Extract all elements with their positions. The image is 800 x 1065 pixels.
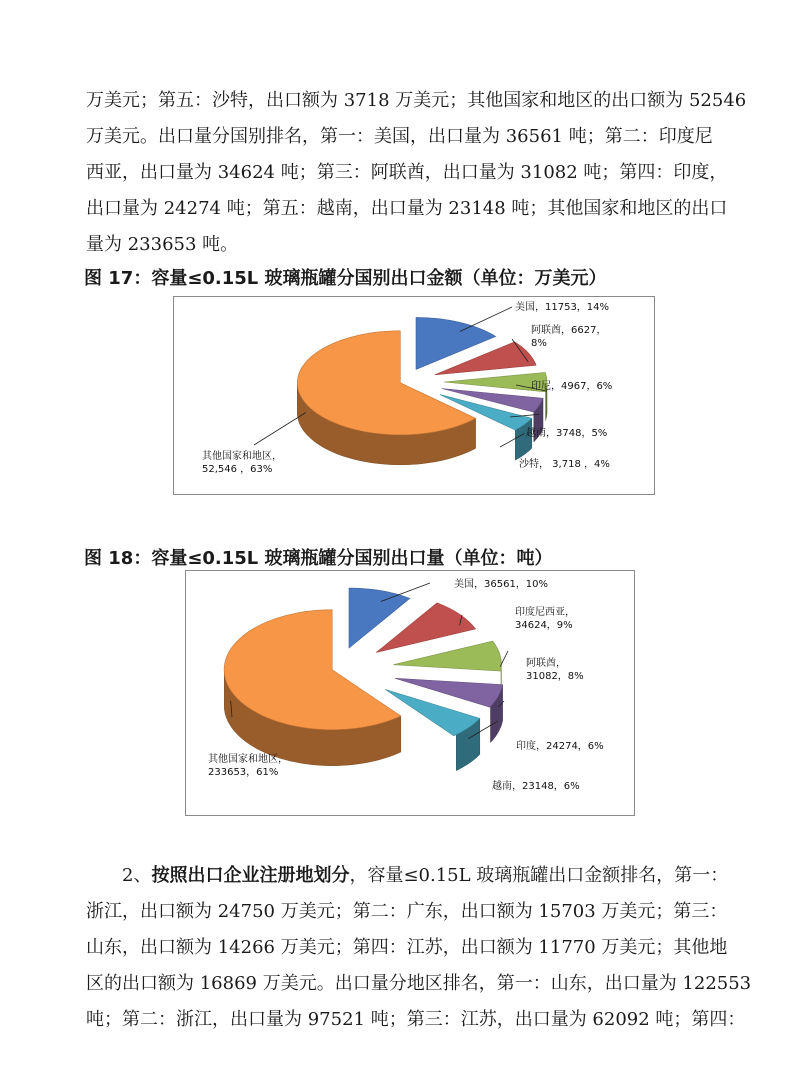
text-line: 万美元；第五：沙特，出口额为 3718 万美元；其他国家和地区的出口额为 52546 xyxy=(86,90,747,111)
leader-line xyxy=(500,651,508,667)
figure-18-chart xyxy=(185,570,635,816)
pie-slice-阿联酋 xyxy=(393,641,501,671)
text-line: 区的出口额为 16869 万美元。出口量分地区排名，第一：山东，出口量为 122553 xyxy=(86,973,752,994)
text-line: 出口量为 24274 吨；第五：越南，出口量为 23148 吨；其他国家和地区的出口 xyxy=(86,198,728,219)
data-label-其他国家和地区: 其他国家和地区， 233653，61% xyxy=(208,754,288,778)
leader-line xyxy=(254,413,306,446)
pie-chart-export-volume xyxy=(186,571,634,815)
data-label-阿联酋: 阿联酋，6627， 8% xyxy=(531,325,607,349)
text-line: 山东，出口额为 14266 万美元；第四：江苏，出口额为 11770 万美元；其他地 xyxy=(86,937,728,958)
paragraph-export-by-country xyxy=(86,83,747,263)
text-line: 量为 233653 吨。 xyxy=(86,234,239,255)
data-label-美国: 美国，11753，14% xyxy=(515,302,610,313)
data-label-其他国家和地区: 其他国家和地区， 52,546 ，63% xyxy=(202,451,282,475)
data-label-美国: 美国，36561，10% xyxy=(454,579,549,590)
text-line xyxy=(86,858,729,894)
data-label-越南: 越南，23148，6% xyxy=(492,781,580,792)
data-label-越南: 越南，3748，5% xyxy=(526,428,608,439)
figure-18-caption: 图 18：容量≤0.15L 玻璃瓶罐分国别出口量（单位：吨） xyxy=(84,548,553,569)
text-span: ，容量≤0.15L 玻璃瓶罐出口金额排名，第一： xyxy=(349,865,729,886)
section-heading: 按照出口企业注册地划分 xyxy=(151,865,350,886)
paragraph-export-by-region xyxy=(86,858,752,1038)
text-line: 浙江，出口额为 24750 万美元；第二：广东，出口额为 15703 万美元；第三： xyxy=(86,901,728,922)
figure-17-caption: 图 17：容量≤0.15L 玻璃瓶罐分国别出口金额（单位：万美元） xyxy=(84,268,607,289)
leader-line xyxy=(460,307,512,331)
data-label-沙特: 沙特， 3,718 ，4% xyxy=(519,459,610,470)
data-label-印度: 印度，24274，6% xyxy=(516,741,604,752)
pie-chart-export-value xyxy=(174,297,654,494)
data-label-阿联酋: 阿联酋， 31082，8% xyxy=(526,658,584,682)
data-label-印尼: 印尼，4967，6% xyxy=(531,381,613,392)
text-line: 万美元。出口量分国别排名，第一：美国，出口量为 36561 吨；第二：印度尼 xyxy=(86,126,713,147)
text-line: 吨；第二：浙江，出口量为 97521 吨；第三：江苏，出口量为 62092 吨；第四： xyxy=(86,1009,746,1030)
list-number: 2、 xyxy=(122,865,152,886)
text-line: 西亚，出口量为 34624 吨；第三：阿联酋，出口量为 31082 吨；第四：印度， xyxy=(86,162,728,183)
figure-17-chart xyxy=(173,296,655,495)
data-label-印度尼西亚: 印度尼西亚， 34624，9% xyxy=(515,607,575,631)
